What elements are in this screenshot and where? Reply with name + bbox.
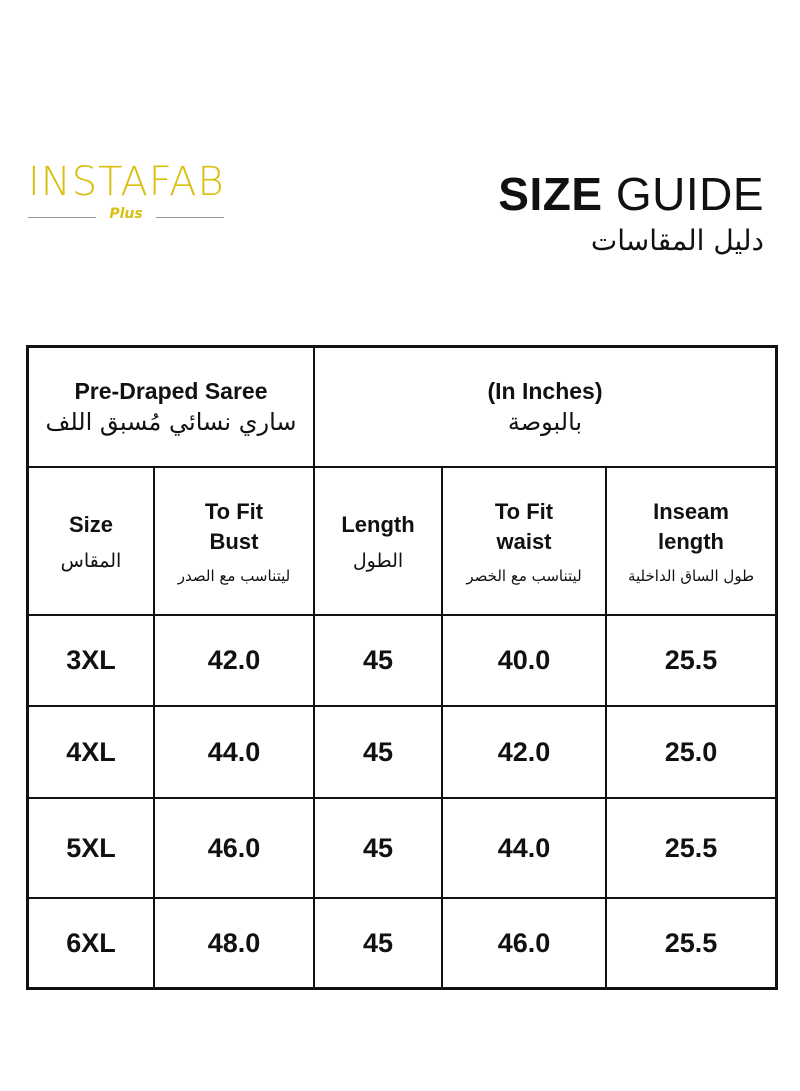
inseam-value: 25.5 [664,645,718,675]
inseam-value: 25.5 [664,927,718,958]
size-value: 5XL [66,832,116,863]
unit-label: (In Inches) [487,378,603,404]
product-name: Pre-Draped Saree [74,378,268,404]
column-label: Bust [209,529,259,554]
bust-cell [155,799,315,897]
brand-logo [28,160,224,228]
column-header-bust [155,468,315,614]
logo-divider [28,217,96,218]
brand-plus: Plus [109,206,143,222]
bust-cell [155,616,315,705]
column-label: To Fit [494,499,554,524]
unit-cell [315,348,775,466]
size-cell [29,899,155,987]
column-label: To Fit [204,499,264,524]
brand-name: INSTAFAB [28,159,225,205]
length-value: 45 [362,645,394,675]
column-label: Length [341,512,415,537]
size-table [26,345,778,990]
table-row [29,799,775,899]
length-cell [315,707,443,797]
bust-cell [155,707,315,797]
size-value: 4XL [66,736,116,767]
logo-divider [156,217,224,218]
waist-value: 44.0 [497,832,551,863]
page-title [498,168,764,257]
inseam-cell [607,707,775,797]
inseam-value: 25.5 [664,832,718,863]
inseam-cell [607,799,775,897]
bust-value: 48.0 [207,927,261,958]
product-name-arabic: ساري نسائي مُسبق اللف [45,408,297,436]
inseam-cell [607,616,775,705]
length-value: 45 [362,736,394,767]
column-label-arabic: الطول [352,550,404,572]
inseam-cell [607,899,775,987]
column-label: Size [68,512,114,537]
table-row [29,616,775,707]
column-label: length [658,529,724,554]
bust-value: 46.0 [207,832,261,863]
bust-value: 44.0 [207,736,261,767]
column-label-arabic: ليتناسب مع الصدر [177,567,291,585]
column-label-arabic: ليتناسب مع الخصر [466,567,582,585]
column-label-arabic: طول الساق الداخلية [627,567,755,585]
table-row [29,899,775,987]
length-value: 45 [362,832,394,863]
length-cell [315,799,443,897]
waist-cell [443,616,607,705]
bust-value: 42.0 [207,645,261,675]
brand-sub [28,206,224,228]
title-bold: SIZE [498,168,603,220]
inseam-value: 25.0 [664,736,718,767]
column-header-row [29,468,775,616]
waist-cell [443,707,607,797]
column-label-arabic: المقاس [60,550,122,572]
column-label: Inseam [653,499,729,524]
length-cell [315,616,443,705]
table-row [29,707,775,799]
waist-value: 46.0 [497,927,551,958]
size-cell [29,616,155,705]
length-cell [315,899,443,987]
column-header-waist [443,468,607,614]
size-cell [29,799,155,897]
size-value: 6XL [66,927,116,958]
waist-cell [443,899,607,987]
table-header-row [29,348,775,468]
title-rest: GUIDE [615,168,764,220]
title-english [498,168,764,220]
column-header-inseam [607,468,775,614]
column-header-size [29,468,155,614]
column-header-length [315,468,443,614]
title-arabic: دليل المقاسات [590,224,764,257]
unit-label-arabic: بالبوصة [507,408,583,436]
waist-cell [443,799,607,897]
size-value: 3XL [66,645,116,675]
column-label: waist [496,529,552,554]
product-cell [29,348,315,466]
bust-cell [155,899,315,987]
waist-value: 40.0 [497,645,551,675]
size-cell [29,707,155,797]
length-value: 45 [362,927,394,958]
waist-value: 42.0 [497,736,551,767]
